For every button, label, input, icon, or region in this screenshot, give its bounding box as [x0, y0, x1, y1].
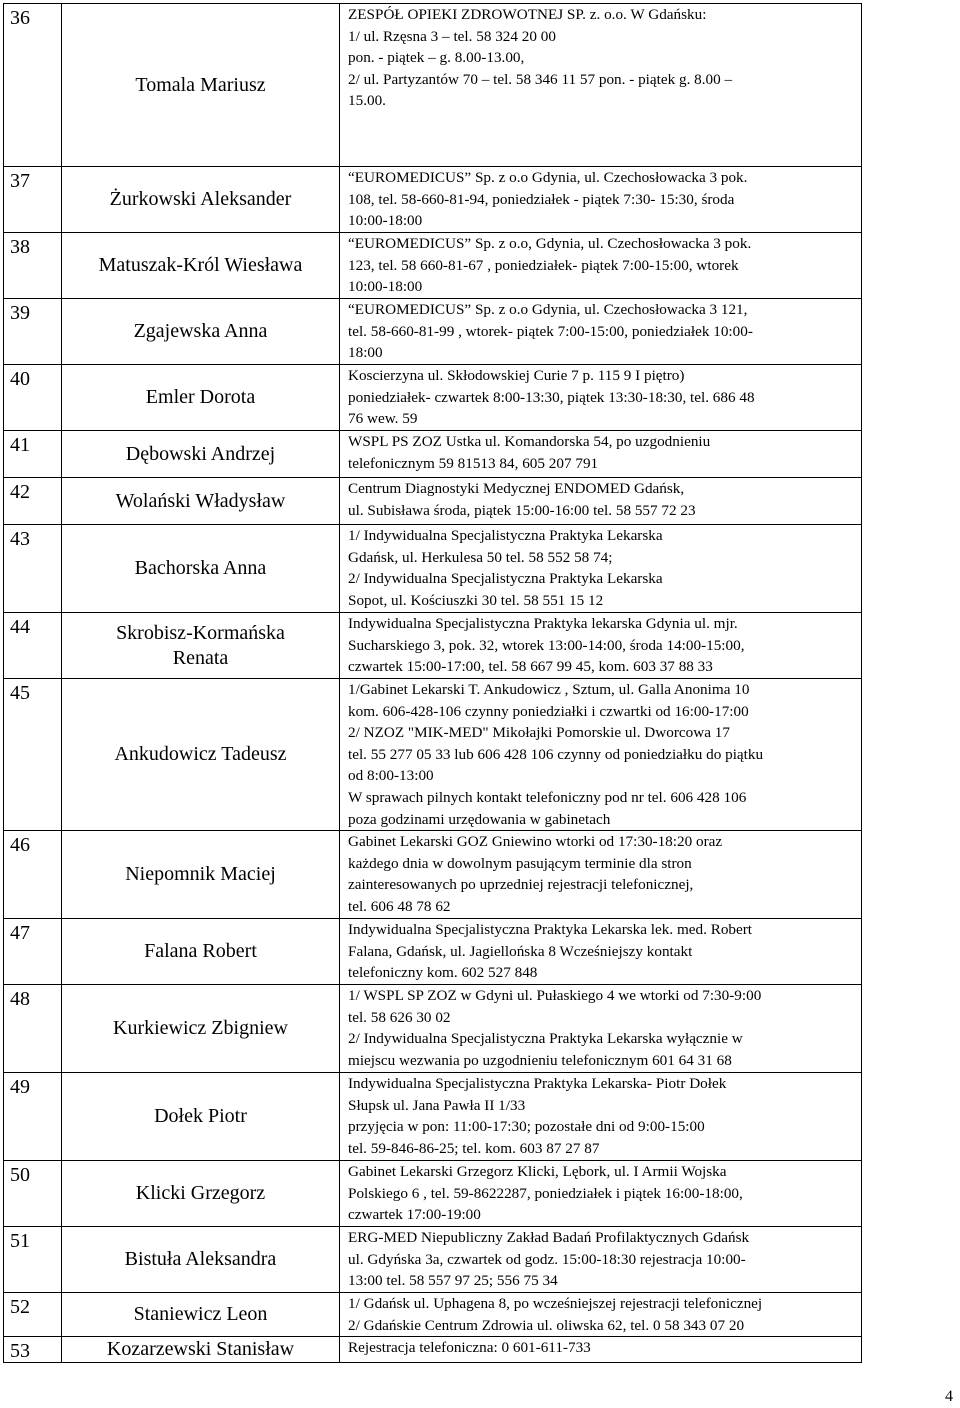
clinic-info-line: telefonicznym 59 81513 84, 605 207 791: [348, 454, 599, 472]
doctor-name-line: Wolański Władysław: [115, 489, 286, 512]
doctor-name-line: Zgajewska Anna: [133, 320, 268, 342]
table-row: [4, 613, 862, 679]
clinic-info: [340, 1161, 862, 1227]
clinic-info-line: zainteresowanych po uprzedniej rejestracji telefonicznej,: [348, 876, 694, 894]
table-row: [4, 299, 862, 365]
doctor-name-line: Dołek Piotr: [154, 1105, 247, 1128]
doctor-name: [62, 613, 340, 679]
doctor-name-line: Renata: [172, 646, 229, 669]
clinic-info-line: Gabinet Lekarski GOZ Gniewino wtorki od 17:30-18:20 oraz: [348, 833, 723, 851]
clinic-info: [340, 365, 862, 431]
row-number: 53: [4, 1337, 62, 1363]
clinic-info-line: Gabinet Lekarski Grzegorz Klicki, Lębork, ul. I Armii Wojska: [348, 1163, 727, 1181]
row-number: 45: [4, 679, 62, 831]
clinic-info-line: ul. Subisława środa, piątek 15:00-16:00 tel. 58 557 72 23: [348, 501, 696, 519]
clinic-info: [340, 525, 862, 613]
clinic-info-line: Indywidualna Specjalistyczna Praktyka Lekarska- Piotr Dołek: [348, 1075, 727, 1093]
doctor-name: [62, 365, 340, 431]
clinic-info-line: poza godzinami urzędowania w gabinetach: [348, 810, 611, 828]
doctor-name: [62, 679, 340, 831]
doctor-name: [62, 1337, 340, 1363]
clinic-info-line: 13:00 tel. 58 557 97 25; 556 75 34: [348, 1272, 558, 1290]
doctor-name-line: Skrobisz-Kormańska: [116, 621, 285, 644]
clinic-info-line: 1/ WSPL SP ZOZ w Gdyni ul. Pułaskiego 4 we wtorki od 7:30-9:00: [348, 987, 762, 1005]
row-number: 46: [4, 831, 62, 919]
clinic-info: [340, 431, 862, 478]
table-row: [4, 831, 862, 919]
clinic-info-line: “EUROMEDICUS” Sp. z o.o Gdynia, ul. Czechosłowacka 3 121,: [348, 301, 748, 318]
table-row: [4, 1293, 862, 1337]
doctor-name: [62, 4, 340, 167]
doctor-name-line: Żurkowski Aleksander: [109, 188, 292, 210]
row-number: 43: [4, 525, 62, 613]
row-number: 40: [4, 365, 62, 431]
clinic-info: [340, 985, 862, 1073]
row-number: 47: [4, 919, 62, 985]
table-row: [4, 4, 862, 167]
clinic-info: [340, 299, 862, 365]
clinic-info-line: tel. 58 626 30 02: [348, 1008, 451, 1026]
clinic-info: [340, 167, 862, 233]
page-number: 4: [945, 1388, 953, 1405]
clinic-info-line: Falana, Gdańsk, ul. Jagiellońska 8 Wcześniejszy kontakt: [348, 942, 693, 960]
clinic-info-line: W sprawach pilnych kontakt telefoniczny pod nr tel. 606 428 106: [348, 788, 747, 806]
clinic-info: [340, 1227, 862, 1293]
clinic-info-line: Sucharskiego 3, pok. 32, wtorek 13:00-14:00, środa 14:00-15:00,: [348, 636, 745, 654]
clinic-info-line: 2/ NZOZ "MIK-MED" Mikołajki Pomorskie ul. Dworcowa 17: [348, 724, 730, 742]
table-row: [4, 1073, 862, 1161]
clinic-info-line: ERG-MED Niepubliczny Zakład Badań Profilaktycznych Gdańsk: [348, 1229, 750, 1247]
table-row: [4, 478, 862, 525]
doctor-name-line: Tomala Mariusz: [135, 73, 266, 96]
row-number: 51: [4, 1227, 62, 1293]
clinic-info-line: “EUROMEDICUS” Sp. z o.o, Gdynia, ul. Czechosłowacka 3 pok.: [348, 235, 752, 252]
clinic-info-line: 10:00-18:00: [348, 278, 423, 296]
doctor-name-line: Bistuła Aleksandra: [124, 1248, 277, 1271]
clinic-info-line: 1/ ul. Rzęsna 3 – tel. 58 324 20 00: [348, 27, 556, 45]
table-row: [4, 919, 862, 985]
clinic-info-line: Polskiego 6 , tel. 59-8622287, poniedziałek i piątek 16:00-18:00,: [348, 1184, 743, 1202]
doctor-name-line: Klicki Grzegorz: [135, 1182, 266, 1205]
doctor-name: [62, 478, 340, 525]
row-number: 42: [4, 478, 62, 525]
clinic-info-line: 2/ Indywidualna Specjalistyczna Praktyka Lekarska: [348, 570, 663, 588]
row-number: 50: [4, 1161, 62, 1227]
table-body: [4, 4, 862, 1363]
clinic-info: [340, 679, 862, 831]
row-number: 39: [4, 299, 62, 365]
clinic-info-line: Sopot, ul. Kościuszki 30 tel. 58 551 15 12: [348, 591, 604, 609]
clinic-info-line: Gdańsk, ul. Herkulesa 50 tel. 58 552 58 74;: [348, 548, 613, 566]
row-number: 44: [4, 613, 62, 679]
clinic-info: [340, 4, 862, 167]
clinic-info-line: kom. 606-428-106 czynny poniedziałki i czwartki od 16:00-17:00: [348, 702, 749, 720]
clinic-info-line: 123, tel. 58 660-81-67 , poniedziałek- piątek 7:00-15:00, wtorek: [348, 256, 739, 274]
clinic-info-line: każdego dnia w dowolnym pasującym terminie dla stron: [348, 854, 692, 872]
doctor-name: [62, 167, 340, 233]
doctor-name-line: Bachorska Anna: [134, 557, 267, 579]
doctor-name-line: Matuszak-Król Wiesława: [98, 254, 303, 276]
clinic-info-line: ZESPÓŁ OPIEKI ZDROWOTNEJ SP. z. o.o. W Gdańsku:: [348, 6, 707, 23]
table-row: [4, 167, 862, 233]
clinic-info: [340, 1293, 862, 1337]
clinic-info-line: WSPL PS ZOZ Ustka ul. Komandorska 54, po uzgodnieniu: [348, 433, 711, 450]
doctor-name-line: Niepomnik Maciej: [125, 863, 276, 886]
clinic-info-line: Rejestracja telefoniczna: 0 601-611-733: [348, 1339, 591, 1357]
clinic-info-line: 2/ ul. Partyzantów 70 – tel. 58 346 11 57 pon. - piątek g. 8.00 –: [348, 70, 733, 88]
table-row: [4, 985, 862, 1073]
clinic-info-line: 1/Gabinet Lekarski T. Ankudowicz , Sztum, ul. Galla Anonima 10: [348, 681, 750, 698]
doctor-name-line: Emler Dorota: [145, 386, 256, 408]
clinic-info: [340, 919, 862, 985]
clinic-info-line: 108, tel. 58-660-81-94, poniedziałek - piątek 7:30- 15:30, środa: [348, 190, 735, 208]
clinic-info-line: 18:00: [348, 344, 383, 362]
clinic-info-line: czwartek 15:00-17:00, tel. 58 667 99 45, kom. 603 37 88 33: [348, 658, 713, 676]
clinic-info-line: Indywidualna Specjalistyczna Praktyka Lekarska lek. med. Robert: [348, 921, 753, 939]
doctor-name: [62, 831, 340, 919]
doctor-name-line: Dębowski Andrzej: [125, 442, 276, 465]
table-row: [4, 679, 862, 831]
doctor-name: [62, 431, 340, 478]
clinic-info: [340, 478, 862, 525]
clinic-info-line: przyjęcia w pon: 11:00-17:30; pozostałe dni od 9:00-15:00: [348, 1118, 705, 1136]
clinic-info: [340, 233, 862, 299]
clinic-info-line: 2/ Indywidualna Specjalistyczna Praktyka Lekarska wyłącznie w: [348, 1030, 743, 1048]
table-row: [4, 365, 862, 431]
row-number: 52: [4, 1293, 62, 1337]
clinic-info-line: Słupsk ul. Jana Pawła II 1/33: [348, 1096, 526, 1114]
clinic-info-line: 1/ Indywidualna Specjalistyczna Praktyka Lekarska: [348, 527, 663, 544]
doctor-name: [62, 985, 340, 1073]
clinic-info-line: od 8:00-13:00: [348, 767, 434, 785]
clinic-info-line: 1/ Gdańsk ul. Uphagena 8, po wcześniejszej rejestracji telefonicznej: [348, 1295, 763, 1313]
clinic-info-line: tel. 58-660-81-99 , wtorek- piątek 7:00-15:00, poniedziałek 10:00-: [348, 322, 753, 340]
clinic-info-line: telefoniczny kom. 602 527 848: [348, 964, 538, 982]
table-row: [4, 1337, 862, 1363]
clinic-info-line: miejscu wezwania po uzgodnieniu telefonicznym 601 64 31 68: [348, 1051, 732, 1069]
clinic-info-line: poniedziałek- czwartek 8:00-13:30, piątek 13:30-18:30, tel. 686 48: [348, 388, 755, 406]
doctor-name: [62, 233, 340, 299]
row-number: 48: [4, 985, 62, 1073]
clinic-info-line: 10:00-18:00: [348, 212, 423, 230]
clinic-info-line: tel. 59-846-86-25; tel. kom. 603 87 27 87: [348, 1139, 600, 1157]
clinic-info-line: 2/ Gdańskie Centrum Zdrowia ul. oliwska 62, tel. 0 58 343 07 20: [348, 1316, 745, 1334]
doctor-name-line: Ankudowicz Tadeusz: [114, 743, 287, 766]
clinic-info-line: 76 wew. 59: [348, 410, 418, 428]
table-row: [4, 431, 862, 478]
row-number: 49: [4, 1073, 62, 1161]
clinic-info-line: tel. 55 277 05 33 lub 606 428 106 czynny od poniedziałku do piątku: [348, 745, 764, 763]
clinic-info-line: Koscierzyna ul. Skłodowskiej Curie 7 p. 115 9 I piętro): [348, 367, 685, 384]
clinic-info-line: 15.00.: [348, 92, 386, 110]
doctor-name-line: Kurkiewicz Zbigniew: [113, 1017, 288, 1040]
doctor-name: [62, 525, 340, 613]
clinic-info: [340, 1337, 862, 1363]
doctor-name-line: Staniewicz Leon: [133, 1303, 268, 1326]
clinic-info-line: ul. Gdyńska 3a, czwartek od godz. 15:00-18:30 rejestracja 10:00-: [348, 1250, 746, 1268]
row-number: 41: [4, 431, 62, 478]
table-row: [4, 1161, 862, 1227]
clinic-info: [340, 831, 862, 919]
doctor-name: [62, 299, 340, 365]
clinic-info-line: tel. 606 48 78 62: [348, 897, 451, 915]
doctor-name-line: Falana Robert: [144, 940, 257, 963]
row-number: 37: [4, 167, 62, 233]
table-row: [4, 233, 862, 299]
clinic-info-line: pon. - piątek – g. 8.00-13.00,: [348, 49, 525, 67]
clinic-info-line: Centrum Diagnostyki Medycznej ENDOMED Gdańsk,: [348, 480, 685, 497]
row-number: 36: [4, 4, 62, 167]
doctor-name-line: Kozarzewski Stanisław: [106, 1338, 295, 1361]
table-row: [4, 525, 862, 613]
clinic-info-line: “EUROMEDICUS” Sp. z o.o Gdynia, ul. Czechosłowacka 3 pok.: [348, 169, 748, 186]
doctors-table: [3, 3, 862, 1363]
doctor-name: [62, 1161, 340, 1227]
doctor-name: [62, 1293, 340, 1337]
clinic-info: [340, 1073, 862, 1161]
clinic-info-line: czwartek 17:00-19:00: [348, 1206, 481, 1224]
clinic-info-line: Indywidualna Specjalistyczna Praktyka lekarska Gdynia ul. mjr.: [348, 615, 738, 632]
row-number: 38: [4, 233, 62, 299]
table-row: [4, 1227, 862, 1293]
doctor-name: [62, 1227, 340, 1293]
doctor-name: [62, 919, 340, 985]
clinic-info: [340, 613, 862, 679]
doctor-name: [62, 1073, 340, 1161]
